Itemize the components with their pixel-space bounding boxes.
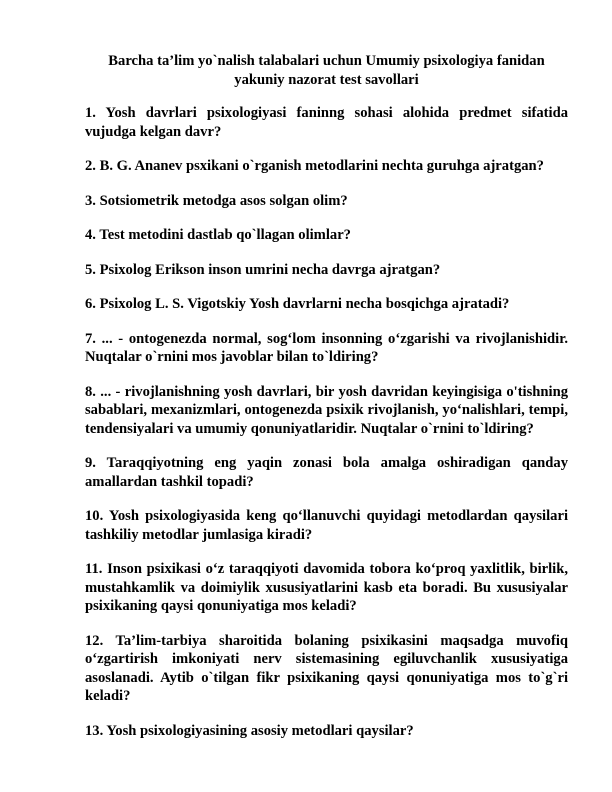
question-2: 2. B. G. Ananev psxikani o`rganish metodlarini nechta guruhga ajratgan? (85, 158, 544, 174)
question-8: 8. ... - rivojlanishning yosh davrlari, bir yosh davridan keyingisiga o'tishning sabablari, mexanizmlari, ontogenezda psixik rivojlanish, yo‘nalishlari, tempi, tendensiyalari va umumiy qonuniyatlaridir. Nuqtalar o`rnini to`ldiring? (85, 383, 568, 437)
question-13: 13. Yosh psixologiyasining asosiy metodlari qaysilar? (85, 722, 414, 739)
question-4: 4. Test metodini dastlab qo`llagan olimlar? (85, 227, 351, 243)
question-9: 9. Taraqqiyotning eng yaqin zonasi bola amalga oshiradigan qanday amallardan tashkil topadi? (85, 455, 568, 490)
question-3: 3. Sotsiometrik metodga asos solgan olim? (85, 192, 348, 209)
question-6: 6. Psixolog L. S. Vigotskiy Yosh davrlarni necha bosqichga ajratadi? (85, 296, 510, 312)
question-7: 7. ... - ontogenezda normal, sog‘lom insonning o‘zgarishi va rivojlanishidir. Nuqtalar o`rnini mos javoblar bilan to`ldiring? (85, 330, 568, 365)
question-1: 1. Yosh davrlari psixologiyasi faninng sohasi alohida predmet sifatida vujudga kelgan davr? (85, 105, 568, 140)
question-5: 5. Psixolog Erikson inson umrini necha davrga ajratgan? (85, 261, 441, 278)
question-10: 10. Yosh psixologiyasida keng qo‘llanuvchi quyidagi metodlardan qaysilari tashkiliy metodlar jumlasiga kiradi? (85, 508, 568, 543)
question-12: 12. Ta’lim-tarbiya sharoitida bolaning psixikasini maqsadga muvofiq o‘zgartirish imkoniyati nerv sistemasining egiluvchanlik xususiyatiga asoslanadi. Aytib o`tilgan fikr psixikaning qaysi qonuniyatiga mos to`g`ri keladi? (85, 632, 568, 704)
question-11: 11. Inson psixikasi o‘z taraqqiyoti davomida tobora ko‘proq yaxlitlik, birlik, mustahkamlik va doimiylik xususiyatlarini kasb eta boradi. Bu xususiyalar psixikaning qaysi qonuniyatiga mos keladi? (85, 561, 568, 614)
document-title: Barcha ta’lim yo`nalish talabalari uchun Umumiy psixologiya fanidan yakuniy nazorat test savollari (108, 53, 545, 88)
